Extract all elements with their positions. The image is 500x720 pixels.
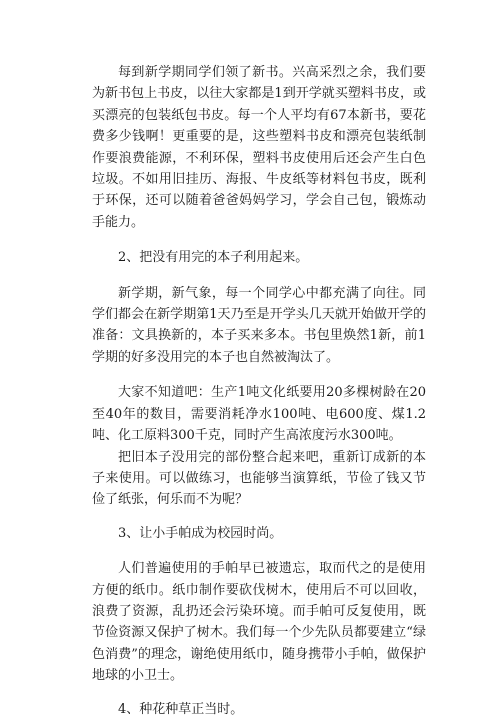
paragraph-paper-production-facts: 大家不知道吧：生产1吨文化纸要用20多棵树龄在20至40年的数目，需要消耗净水100吨、电600度、煤1.2吨、化工原料300千克，同时产生高浓度污水300吨。 [92,385,426,444]
paragraph-book-covers: 每到新学期同学们领了新书。兴高采烈之余，我们要为新书包上书皮，以往大家都是1到开学就买塑料书皮，或买漂亮的包装纸包书皮。每一个人平均有67本新书，要花费多少钱啊！更重要的是，这些塑料书皮和漂亮包装纸制作要浪费能源，不利环保，塑料书皮使用后还会产生白色垃圾。不如用旧挂历、海报、牛皮纸等材料包书皮，既利于环保，还可以随着爸爸妈妈学习，学会自己包，锻炼动手能力。 [92,65,426,230]
section-heading-planting: 4、种花种草正当时。 [118,701,244,717]
paragraph-handkerchief: 人们普遍使用的手帕早已被遗忘，取而代之的是使用方便的纸巾。纸巾制作要砍伐树木，使用后不可以回收，浪费了资源，乱扔还会污染环境。而手帕可反复使用，既节俭资源又保护了树木。我们每一个少先队员都要建立“绿色消费”的理念，谢绝使用纸巾，随身携带小手帕，做保护地球的小卫士。 [92,561,426,684]
document-body [92,62,426,720]
paragraph-new-semester: 新学期，新气象，每一个同学心中都充满了向往。同学们都会在新学期第1天乃至是开学头几天就开始做开学的准备：文具换新的，本子买来多本。书包里焕然1新，前1学期的好多没用完的本子也自然被淘汰了。 [92,285,426,365]
section-heading-notebooks: 2、把没有用完的本子利用起来。 [118,250,309,266]
paragraph-reuse-notebooks: 把旧本子没用完的部份整合起来吧，重新订成新的本子来使用。可以做练习，也能够当演算纸，节俭了钱又节俭了纸张，何乐而不为呢？ [92,449,426,508]
section-heading-handkerchief: 3、让小手帕成为校园时尚。 [118,525,283,541]
